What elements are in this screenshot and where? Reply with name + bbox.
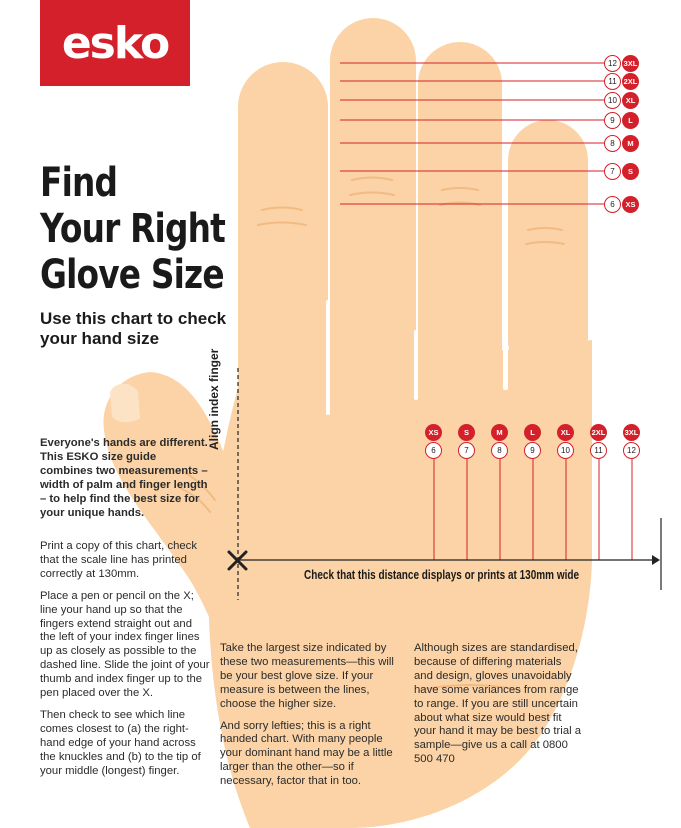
length-number-badge: 8 [604, 135, 621, 152]
length-number-badge: 7 [604, 163, 621, 180]
intro-text: Everyone's hands are different. This ESKO size guide combines two measurements – width of palm and finger length – to help find the best size for your unique hands. [40, 437, 208, 519]
length-size-badge: XS [622, 196, 639, 213]
width-size-badge: M [491, 424, 508, 441]
length-size-badge: 3XL [622, 55, 639, 72]
width-size-badge: 2XL [590, 424, 607, 441]
length-size-badge: L [622, 112, 639, 129]
width-number-badge: 8 [491, 442, 508, 459]
width-size-badge: S [458, 424, 475, 441]
width-size-badge: L [524, 424, 541, 441]
length-number-badge: 12 [604, 55, 621, 72]
length-size-badge: S [622, 163, 639, 180]
length-number-badge: 9 [604, 112, 621, 129]
width-number-badge: 7 [458, 442, 475, 459]
length-number-badge: 6 [604, 196, 621, 213]
length-size-badge: XL [622, 92, 639, 109]
length-size-badge: M [622, 135, 639, 152]
advice-paragraph: And sorry lefties; this is a right handed chart. With many people your dominant hand may be a little larger than the other—so if necessary, factor that in too. [220, 719, 393, 788]
page-subtitle: Use this chart to check your hand size [40, 309, 227, 348]
instructions-column [40, 540, 210, 787]
instruction-paragraph: Place a pen or pencil on the X; line your hand up so that the fingers extend straight out and the left of your index finger lines up as closely as possible to the dashed line. Slide the joint of your thumb and index finger up to the pen placed over the X. [40, 589, 210, 700]
width-number-badge: 10 [557, 442, 574, 459]
advice-paragraph: Take the largest size indicated by these two measurements—this will be your best glove size. If your measure is between the lines, choose the higher size. [220, 642, 394, 710]
width-number-badge: 11 [590, 442, 607, 459]
width-number-badge: 6 [425, 442, 442, 459]
advice-column [220, 642, 398, 797]
length-number-badge: 11 [604, 73, 621, 90]
note-column: Although sizes are standardised, because of differing materials and design, gloves unavoidably have some variances from range to range. If you are still uncertain about what size would best fit your hand it may be best to trial a sample—give us a call at 0800 500 470 [414, 642, 582, 766]
measure-label: Check that this distance displays or prints at 130mm wide [304, 568, 580, 582]
width-size-badge: 3XL [623, 424, 640, 441]
length-number-badge: 10 [604, 92, 621, 109]
instruction-paragraph: Print a copy of this chart, check that the scale line has printed correctly at 130mm. [40, 540, 197, 580]
width-number-badge: 12 [623, 442, 640, 459]
width-number-badge: 9 [524, 442, 541, 459]
instruction-paragraph: Then check to see which line comes closest to (a) the right-hand edge of your hand across the knuckles and (b) to the tip of your middle (longest) finger. [40, 708, 201, 777]
length-size-badge: 2XL [622, 73, 639, 90]
width-size-badge: XS [425, 424, 442, 441]
page-title: Find Your Right Glove Size [40, 160, 226, 298]
arrow-head-icon [652, 555, 660, 565]
align-index-label: Align index finger [207, 348, 221, 450]
esko-logo: esko [40, 0, 190, 86]
width-size-badge: XL [557, 424, 574, 441]
